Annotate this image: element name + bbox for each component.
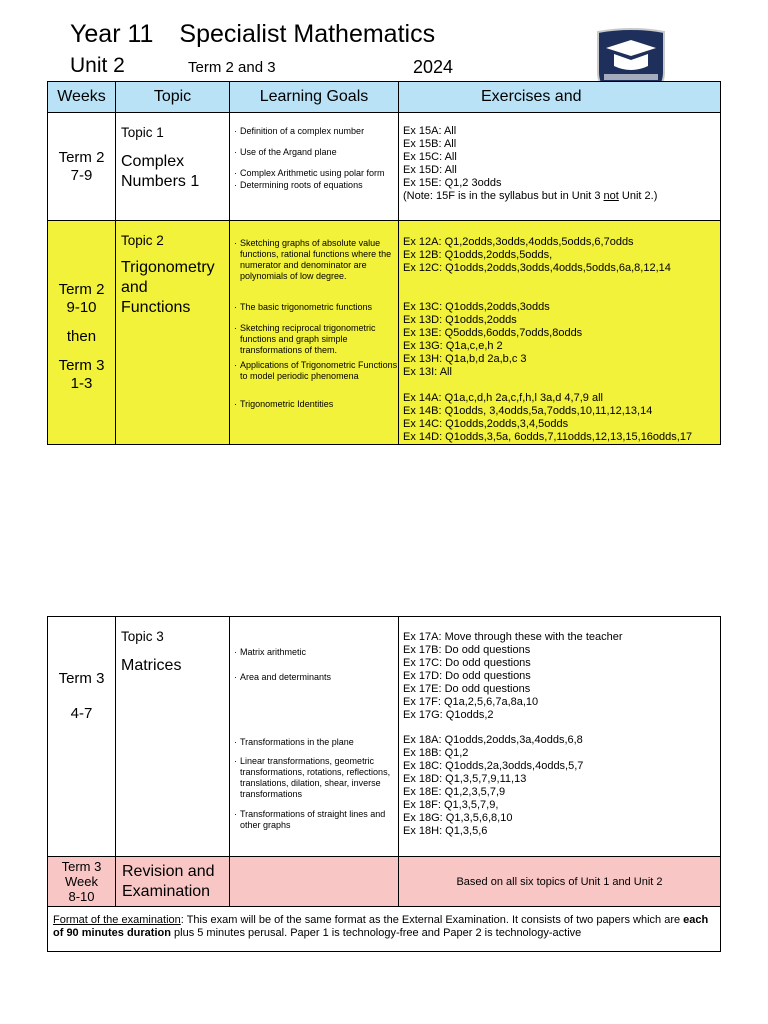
topic-cell (116, 221, 230, 445)
goal-item: · Matrix arithmetic (236, 647, 398, 658)
topic-name: Trigonometry and Functions (121, 259, 215, 316)
schedule-table-continued (47, 616, 721, 952)
topic-name: Complex Numbers 1 (121, 153, 200, 190)
goal-item: · Applications of Trigonometric Functions to model periodic phenomena (236, 360, 398, 382)
page-title (70, 20, 435, 49)
exercises-cell: Based on all six topics of Unit 1 and Unit 2 (399, 857, 721, 907)
goal-item: · Definition of a complex number (236, 126, 398, 137)
goal-item: · Linear transformations, geometric transformations, rotations, reflections, translations, dilation, shear, inverse transformations (236, 756, 398, 800)
exercises-cell: Ex 15A: All Ex 15B: All Ex 15C: All Ex 15D: All Ex 15E: Q1,2 3odds (Note: 15F is in the syllabus but in Unit 3 not Unit 2.) (399, 113, 721, 221)
topic-cell: Revision and Examination (116, 857, 230, 907)
format-row (48, 907, 721, 952)
table-row (48, 617, 721, 857)
syllabus-note: (Note: 15F is in the syllabus but in Unit 3 not Unit 2.) (403, 190, 658, 202)
unit-label: Unit 2 (70, 54, 125, 77)
goal-item: · The basic trigonometric functions (236, 302, 398, 313)
col-weeks: Weeks (48, 82, 116, 113)
topic-cell (116, 113, 230, 221)
weeks-cell: Term 3 4-7 (48, 617, 116, 857)
weeks-cell: Term 2 9-10 then Term 3 1-3 (48, 221, 116, 445)
col-exercises: Exercises and (399, 82, 721, 113)
exercises-cell: Ex 12A: Q1,2odds,3odds,4odds,5odds,6,7odds Ex 12B: Q1odds,2odds,5odds, Ex 12C: Q1odds,2odds,3odds,4odds,5odds,6a,8,12,14 Ex 13C: Q1odds,2odds,3odds Ex 13D: Q1odds,2odds Ex 13E: Q5odds,6odds,7odds,8odds Ex 13G: Q1a,c,e,h 2 Ex 13H: Q1a,b,d 2a,b,c 3 Ex 13I: All Ex 14A: Q1a,c,d,h 2a,c,f,h,l 3a,d 4,7,9 all Ex 14B: Q1odds, 3,4odds,5a,7odds,10,11,12,13,14 Ex 14C: Q1odds,2odds,3,4,5odds Ex 14D: Q1odds,3,5a, 6odds,7,11odds,12,13,15,16odds,17 (399, 221, 721, 445)
topic-number: Topic 2 (121, 233, 164, 248)
goal-item: · Complex Arithmetic using polar form (236, 168, 398, 179)
goal-item: · Determining roots of equations (236, 180, 398, 191)
year-label: Year 11 (70, 20, 154, 48)
goals-cell (230, 113, 399, 221)
goal-item: · Sketching reciprocal trigonometric functions and graph simple transformations of them. (236, 323, 398, 356)
goals-cell (230, 617, 399, 857)
table-row (48, 857, 721, 907)
col-topic: Topic (116, 82, 230, 113)
weeks-cell: Term 2 7-9 (48, 113, 116, 221)
goal-item: · Trigonometric Identities (236, 399, 398, 410)
calendar-year: 2024 (413, 57, 454, 77)
goal-item: · Use of the Argand plane (236, 147, 398, 158)
goals-cell (230, 857, 399, 907)
goal-item: · Sketching graphs of absolute value functions, rational functions where the numerator and denominator are polynomials of low degree. (236, 238, 398, 282)
exercises-cell: Ex 17A: Move through these with the teacher Ex 17B: Do odd questions Ex 17C: Do odd questions Ex 17D: Do odd questions Ex 17E: Do odd questions Ex 17F: Q1a,2,5,6,7a,8a,10 Ex 17G: Q1odds,2 Ex 18A: Q1odds,2odds,3a,4odds,6,8 Ex 18B: Q1,2 Ex 18C: Q1odds,2a,3odds,4odds,5,7 Ex 18D: Q1,3,5,7,9,11,13 Ex 18E: Q1,2,3,5,7,9 Ex 18F: Q1,3,5,7,9, Ex 18G: Q1,3,5,6,8,10 Ex 18H: Q1,3,5,6 (399, 617, 721, 857)
col-learning-goals: Learning Goals (230, 82, 399, 113)
subject-label: Specialist Mathematics (179, 20, 436, 48)
schedule-table (47, 81, 721, 445)
goal-item: · Transformations in the plane (236, 737, 398, 748)
goal-item: · Area and determinants (236, 672, 398, 683)
weeks-cell: Term 3 Week 8-10 (48, 857, 116, 907)
topic-name: Matrices (121, 657, 182, 674)
header-row (48, 82, 721, 113)
goals-cell (230, 221, 399, 445)
table-row (48, 113, 721, 221)
topic-cell (116, 617, 230, 857)
exam-format-note: Format of the examination: This exam will be of the same format as the External Examination. It consists of two papers which are each of 90 minutes duration plus 5 minutes perusal. Paper 1 is technology-free and Paper 2 is technology-active (48, 907, 721, 952)
table-row (48, 221, 721, 445)
goal-item: · Transformations of straight lines and other graphs (236, 809, 398, 831)
topic-number: Topic 1 (121, 125, 164, 140)
term-label: Term 2 and 3 (188, 59, 276, 76)
topic-number: Topic 3 (121, 629, 164, 644)
